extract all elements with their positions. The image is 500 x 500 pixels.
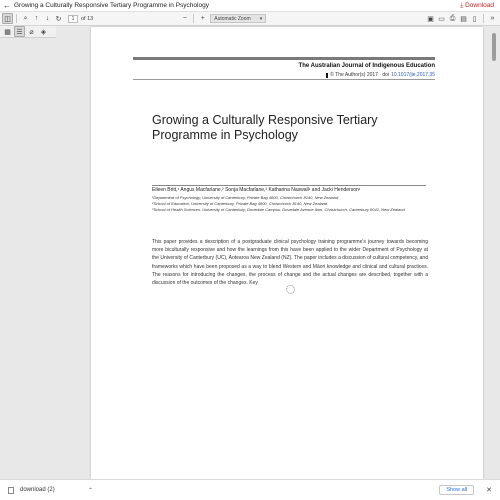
sidebar-view-toolbar bbox=[0, 26, 56, 38]
doi-link[interactable]: 10.1017/jie.2017.35 bbox=[391, 72, 435, 78]
download-shelf bbox=[0, 479, 500, 500]
pdf-toolbar bbox=[0, 12, 500, 26]
journal-name: The Australian Journal of Indigenous Education bbox=[298, 63, 435, 69]
print-icon[interactable]: ⎙ bbox=[449, 14, 456, 22]
header-rule bbox=[133, 57, 435, 60]
rights-line bbox=[326, 72, 435, 78]
browser-title-bar bbox=[0, 0, 500, 12]
show-all-button[interactable]: Show all bbox=[439, 485, 474, 495]
download-label: Download bbox=[465, 2, 494, 9]
tools-menu-icon[interactable]: » bbox=[490, 15, 495, 22]
header-divider bbox=[133, 79, 435, 80]
outline-view-icon[interactable]: ☰ bbox=[14, 26, 25, 37]
copyright-text: © The Author(s) 2017 · doi bbox=[330, 72, 390, 78]
toolbar-separator bbox=[16, 14, 17, 23]
previous-page-icon[interactable]: ↑ bbox=[34, 15, 39, 22]
open-file-icon[interactable]: ▭ bbox=[438, 15, 445, 23]
open-access-icon bbox=[326, 73, 328, 78]
download-icon: ⤓ bbox=[460, 1, 464, 9]
attachments-view-icon[interactable]: ⌀ bbox=[29, 28, 34, 36]
authors-divider bbox=[152, 185, 426, 186]
abstract-text: This paper provides a description of a postgraduate clinical psychology training programme's journey towards becoming more biculturally responsive and how the learnings from this have been applied to the wider Department of Psychology at the University of Canterbury (UC), Aotearoa New Zealand (NZ). The paper includes a discussion of cultural competency, and frameworks which have been proposed as a way to blend Western and Māori knowledge and clinical and cultural practices. The reasons for introducing the changes, the process of change and the actual changes are described, together with a discussion of the outcomes of the changes. Key bbox=[152, 239, 428, 287]
page-number-input[interactable]: 1 bbox=[68, 15, 78, 23]
back-arrow-icon[interactable]: ← bbox=[3, 1, 11, 10]
chevron-up-icon[interactable]: ⌃ bbox=[88, 487, 94, 494]
presentation-mode-icon[interactable]: ▣ bbox=[427, 15, 434, 23]
document-tab-title: Growing a Culturally Responsive Tertiary Programme in Psychology bbox=[14, 2, 209, 9]
scrollbar-thumb[interactable] bbox=[492, 33, 496, 61]
thumbnails-view-icon[interactable]: ▦ bbox=[4, 28, 11, 36]
search-icon[interactable]: ⌕ bbox=[23, 14, 28, 22]
affiliation-2: ²School of Education, University of Canterbury, Private Bag 4800, Christchurch 8140, New Zealand bbox=[152, 201, 328, 206]
save-icon[interactable]: ▤ bbox=[460, 15, 467, 23]
download-item-name[interactable]: download (2) bbox=[20, 487, 55, 493]
download-button[interactable] bbox=[460, 2, 500, 10]
paper-title: Growing a Culturally Responsive Tertiary Programme in Psychology bbox=[152, 113, 378, 142]
zoom-in-icon[interactable]: + bbox=[200, 15, 205, 22]
file-icon bbox=[8, 487, 14, 494]
layers-view-icon[interactable]: ◈ bbox=[40, 28, 47, 36]
affiliation-3: ³School of Health Sciences, University of Canterbury, Dovedale Campus, Dovedale Avenue Ilam, Christchurch, Canterbury 8041, New Zealand bbox=[152, 207, 405, 212]
toolbar-separator bbox=[193, 14, 194, 23]
sidebar-toggle-icon[interactable]: ◫ bbox=[2, 13, 13, 24]
bookmark-icon[interactable]: ▯ bbox=[472, 15, 477, 23]
pdf-page bbox=[91, 27, 483, 479]
author-list: Eileen Britt,¹ Angus Macfarlane,² Sonja Macfarlane,³ Katharina Naswall¹ and Jacki Henderson¹ bbox=[152, 187, 361, 193]
toolbar-separator bbox=[483, 14, 484, 23]
chevron-down-icon: ▾ bbox=[259, 16, 263, 22]
zoom-select-value: Automatic Zoom bbox=[214, 16, 251, 22]
rotate-icon[interactable]: ↻ bbox=[55, 15, 62, 23]
next-page-icon[interactable]: ↓ bbox=[45, 15, 50, 22]
loading-spinner-icon bbox=[286, 285, 295, 294]
page-count-label: of 13 bbox=[81, 15, 94, 22]
close-icon[interactable]: ✕ bbox=[486, 487, 492, 494]
affiliation-1: ¹Department of Psychology, University of Canterbury, Private Bag 4800, Christchurch 8140, New Zealand bbox=[152, 195, 339, 200]
vertical-scrollbar[interactable] bbox=[488, 27, 500, 479]
zoom-out-icon[interactable]: − bbox=[182, 15, 187, 22]
zoom-select[interactable] bbox=[210, 14, 266, 23]
